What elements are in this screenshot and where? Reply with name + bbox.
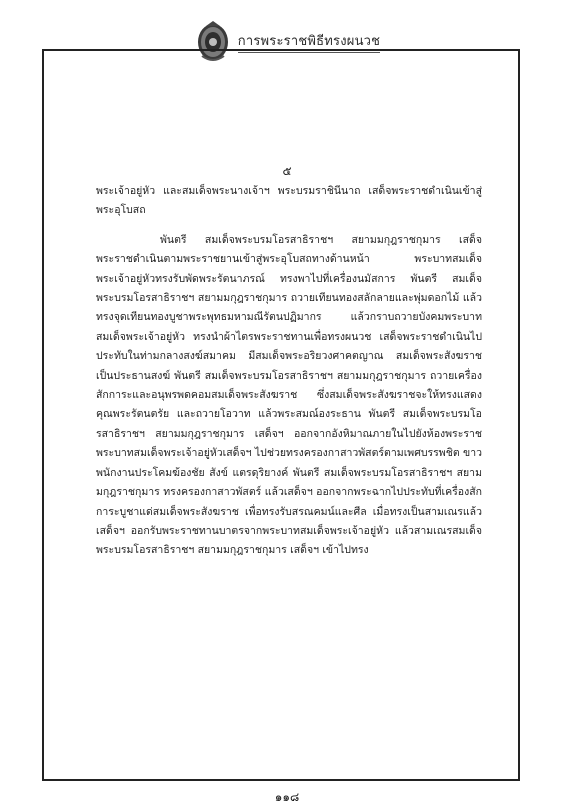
chapter-number: ๕: [282, 164, 292, 178]
body-text: [96, 182, 482, 571]
paragraph-2: พันตรี สมเด็จพระบรมโอรสาธิราชฯ สยามมกุฎราชกุมาร เสด็จพระราชดำเนินตามพระราชยานเข้าสู่พระอุโบสถทางด้านหน้า พระบาทสมเด็จพระเจ้าอยู่หัวทรงรับพัดพระรัตนาภรณ์ ทรงพาไปที่เครื่องนมัสการ พันตรี สมเด็จพระบรมโอรสาธิราชฯ สยามมกุฎราชกุมาร ถวายเทียนทองสลักลายและพุ่มดอกไม้ แล้วทรงจุดเทียนทองบูชาพระพุทธมหามณีรัตนปฏิมากร แล้วกราบถวายบังคมพระบาทสมเด็จพระเจ้าอยู่หัว ทรงนำผ้าไตรพระราชทานเพื่อทรงผนวช เสด็จพระราชดำเนินไปประทับในท่ามกลางสงฆ์สมาคม มีสมเด็จพระอริยวงศาคตญาณ สมเด็จพระสังฆราช เป็นประธานสงฆ์ พันตรี สมเด็จพระบรมโอรสาธิราชฯ สยามมกุฎราชกุมาร ถวายเครื่องสักการะและอนุพรพดคอมสมเด็จพระสังฆราช ซึ่งสมเด็จพระสังฆราชจะให้ทรงแสดงคุณพระรัตนตรัย และถวายโอวาท แล้วพระสมณ์องระธาน พันตรี สมเด็จพระบรมโอรสาธิราชฯ สยามมกุฎราชกุมาร เสด็จฯ ออกจากอังหิมาณภายในไปยังห้องพระราช พระบาทสมเด็จพระเจ้าอยู่หัวเสด็จฯ ไปช่วยทรงครองกาสาวพัสตร์ตามเพศบรรพชิต ขาวพนักงานประโคมฆ้องชัย สังข์ แตรดุริยางค์ พันตรี สมเด็จพระบรมโอรสาธิราชฯ สยามมกุฎราชกุมาร ทรงครองกาสาวพัสตร์ แล้วเสด็จฯ ออกจากพระฉากไปประทับที่เครื่องสักการะบูชาแด่สมเด็จพระสังฆราช เพื่อทรงรับสรณคมน์และศีล เมื่อทรงเป็นสามเณรแล้ว เสด็จฯ ออกรับพระราชทานบาตรจากพระบาทสมเด็จพระเจ้าอยู่หัว แล้วสามเณรสมเด็จพระบรมโอรสาธิราชฯ สยามมกุฎราชกุมาร เสด็จฯ เข้าไปทรง: [96, 233, 482, 557]
document-title: การพระราชพิธีทรงผนวช: [238, 30, 380, 53]
paragraph-1: พระเจ้าอยู่หัว และสมเด็จพระนางเจ้าฯ พระบรมราชินีนาถ เสด็จพระราชดำเนินเข้าสู่พระอุโบสถ: [96, 185, 482, 217]
page-number: ๑๑๘: [274, 790, 300, 804]
